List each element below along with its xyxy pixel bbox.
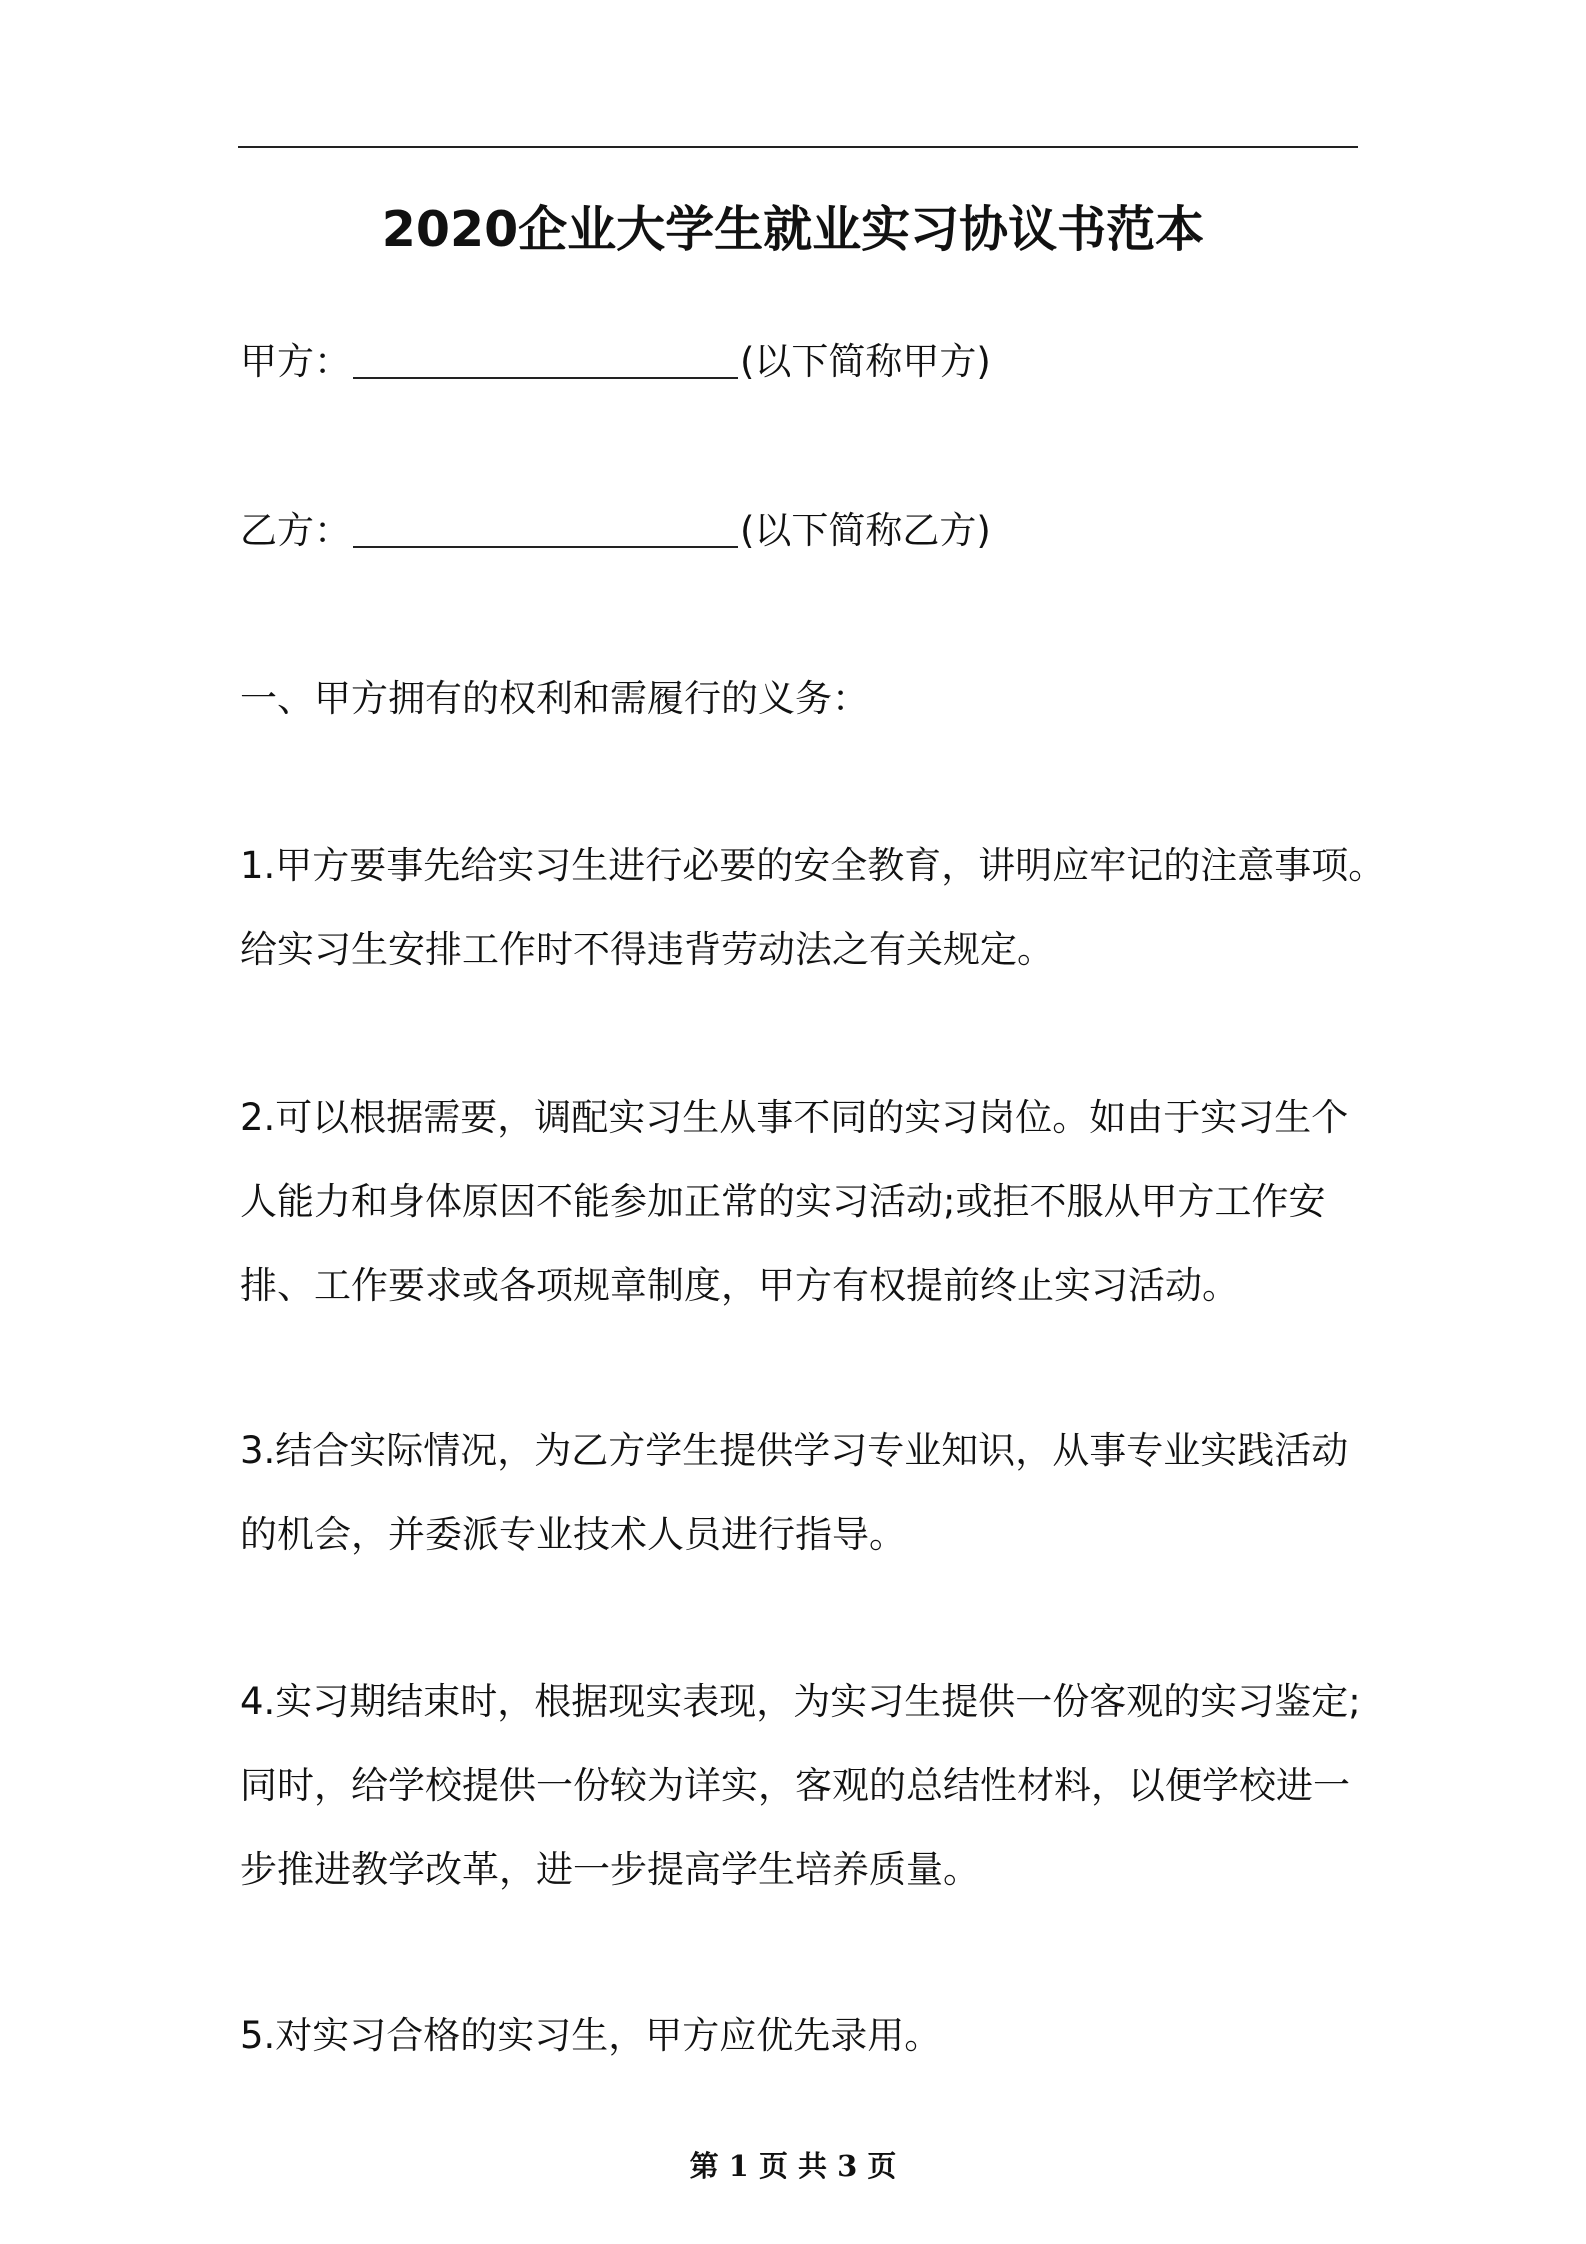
clause-line: 给实习生安排工作时不得违背劳动法之有关规定。 [240,928,1054,971]
party-b-suffix: (以下简称乙方) [740,509,991,552]
party-a-suffix: (以下简称甲方) [740,340,991,383]
party-b-label: 乙方： [240,509,351,552]
header-rule [238,146,1358,148]
clause-5 [240,1994,941,2078]
clause-line: 2.可以根据需要，调配实习生从事不同的实习岗位。如由于实习生个 [240,1096,1349,1139]
document-title: 2020企业大学生就业实习协议书范本 [381,201,1205,258]
clause-4 [240,1660,1361,1912]
clause-line: 1.甲方要事先给实习生进行必要的安全教育，讲明应牢记的注意事项。 [240,844,1386,887]
clause-line: 4.实习期结束时，根据现实表现，为实习生提供一份客观的实习鉴定; [240,1680,1361,1723]
clause-line: 人能力和身体原因不能参加正常的实习活动;或拒不服从甲方工作安 [240,1180,1326,1223]
clause-2 [240,1076,1348,1328]
party-a-blank [353,337,738,379]
clause-line: 同时，给学校提供一份较为详实，客观的总结性材料，以便学校进一 [240,1764,1350,1807]
party-a-label: 甲方： [240,340,351,383]
section-heading: 一、甲方拥有的权利和需履行的义务： [240,677,869,720]
clause-line: 5.对实习合格的实习生，甲方应优先录用。 [240,2014,942,2057]
party-b-line [240,506,991,556]
clause-line: 3.结合实际情况，为乙方学生提供学习专业知识，从事专业实践活动 [240,1429,1349,1472]
clause-line: 的机会，并委派专业技术人员进行指导。 [240,1513,906,1556]
clause-line: 排、工作要求或各项规章制度，甲方有权提前终止实习活动。 [240,1264,1239,1307]
page-indicator: 第 1 页 共 3 页 [689,2149,897,2183]
party-a-line [240,337,991,387]
party-b-blank [353,506,738,548]
clause-1 [240,824,1385,992]
clause-3 [240,1409,1348,1577]
clause-line: 步推进教学改革，进一步提高学生培养质量。 [240,1848,980,1891]
